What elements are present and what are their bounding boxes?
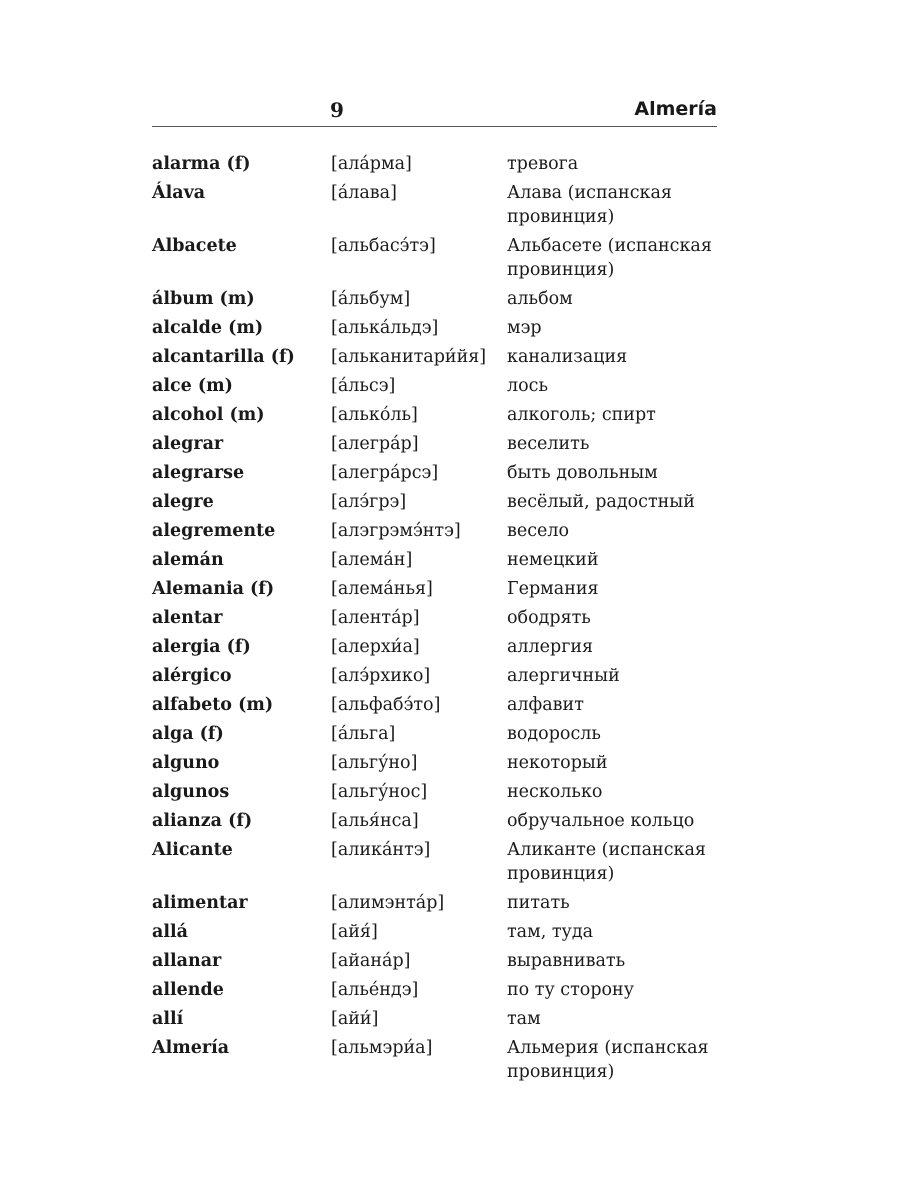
dictionary-entry — [152, 403, 752, 427]
entry-transcription: [алько́ль] — [331, 405, 418, 425]
dictionary-entry — [152, 461, 752, 485]
entry-translation: алергичный — [507, 666, 620, 686]
entry-translation: быть довольным — [507, 463, 658, 483]
dictionary-entry — [152, 635, 752, 659]
entry-translation: там, туда — [507, 922, 594, 942]
dictionary-entry — [152, 693, 752, 717]
entry-translation: обручальное кольцо — [507, 811, 695, 831]
entry-word: Almería — [152, 1038, 230, 1058]
entry-translation: Алава (испанская провинция) — [507, 183, 672, 227]
entry-transcription: [алема́н] — [331, 550, 413, 570]
dictionary-entry — [152, 234, 752, 282]
dictionary-entry — [152, 978, 752, 1002]
entry-word: alianza (f) — [152, 811, 253, 831]
entry-word: alga (f) — [152, 724, 224, 744]
entry-word: álbum (m) — [152, 289, 255, 309]
dictionary-entry — [152, 432, 752, 456]
entry-transcription: [алерхи́а] — [331, 637, 420, 657]
entry-translation: весело — [507, 521, 570, 541]
entry-translation: аллергия — [507, 637, 594, 657]
entry-translation: Аликанте (испанская провинция) — [507, 840, 706, 884]
entry-translation: алкоголь; спирт — [507, 405, 656, 425]
dictionary-entry — [152, 316, 752, 340]
dictionary-entry — [152, 664, 752, 688]
entry-word: alarma (f) — [152, 154, 251, 174]
entry-word: allanar — [152, 951, 222, 971]
entry-transcription: [альканитари́йя] — [331, 347, 487, 367]
entry-translation: альбом — [507, 289, 573, 309]
entry-translation: некоторый — [507, 753, 608, 773]
entry-transcription: [альгу́но] — [331, 753, 418, 773]
entry-translation: питать — [507, 893, 570, 913]
entry-translation: весёлый, радостный — [507, 492, 695, 512]
entry-word: alegremente — [152, 521, 276, 541]
dictionary-entry — [152, 490, 752, 514]
entry-transcription: [а́лава] — [331, 183, 397, 203]
entry-transcription: [алегра́рсэ] — [331, 463, 439, 483]
entry-word: alguno — [152, 753, 220, 773]
entry-translation: канализация — [507, 347, 628, 367]
entry-translation: водоросль — [507, 724, 601, 744]
page-header — [152, 96, 717, 127]
entry-translation: ободрять — [507, 608, 591, 628]
dictionary-entry — [152, 1036, 752, 1084]
entry-transcription: [айи́] — [331, 1009, 379, 1029]
entry-word: alcohol (m) — [152, 405, 265, 425]
entry-word: allí — [152, 1009, 184, 1029]
entry-word: alegrarse — [152, 463, 245, 483]
dictionary-entry — [152, 606, 752, 630]
running-head: Almería — [634, 98, 717, 120]
entry-translation: выравнивать — [507, 951, 626, 971]
entry-word: alce (m) — [152, 376, 233, 396]
entry-word: alcantarilla (f) — [152, 347, 295, 367]
dictionary-entries — [152, 152, 752, 1089]
entry-word: Álava — [152, 183, 206, 203]
entry-word: alfabeto (m) — [152, 695, 274, 715]
entry-word: Alemania (f) — [152, 579, 275, 599]
dictionary-entry — [152, 920, 752, 944]
entry-translation: мэр — [507, 318, 542, 338]
entry-translation: там — [507, 1009, 541, 1029]
dictionary-entry — [152, 780, 752, 804]
entry-translation: Альмерия (испанская провинция) — [507, 1038, 709, 1082]
dictionary-entry — [152, 751, 752, 775]
dictionary-entry — [152, 949, 752, 973]
entry-word: allá — [152, 922, 188, 942]
entry-translation: Германия — [507, 579, 599, 599]
entry-word: alergia (f) — [152, 637, 251, 657]
entry-transcription: [алимэнта́р] — [331, 893, 445, 913]
dictionary-entry — [152, 1007, 752, 1031]
page-number: 9 — [330, 98, 344, 122]
entry-transcription: [а́льбум] — [331, 289, 411, 309]
dictionary-entry — [152, 891, 752, 915]
entry-word: alcalde (m) — [152, 318, 264, 338]
dictionary-entry — [152, 519, 752, 543]
entry-word: alérgico — [152, 666, 232, 686]
entry-transcription: [альмэри́а] — [331, 1038, 433, 1058]
entry-word: alimentar — [152, 893, 248, 913]
dictionary-entry — [152, 577, 752, 601]
entry-transcription: [алэ́грэ] — [331, 492, 407, 512]
entry-word: allende — [152, 980, 224, 1000]
entry-transcription: [алья́нса] — [331, 811, 419, 831]
dictionary-entry — [152, 374, 752, 398]
entry-translation: алфавит — [507, 695, 584, 715]
dictionary-entry — [152, 722, 752, 746]
entry-word: Alicante — [152, 840, 233, 860]
entry-transcription: [алька́льдэ] — [331, 318, 439, 338]
dictionary-entry — [152, 838, 752, 886]
entry-transcription: [алэ́рхико] — [331, 666, 431, 686]
entry-translation: по ту сторону — [507, 980, 635, 1000]
entry-translation: несколько — [507, 782, 603, 802]
dictionary-entry — [152, 345, 752, 369]
entry-transcription: [алента́р] — [331, 608, 420, 628]
entry-word: algunos — [152, 782, 230, 802]
dictionary-entry — [152, 181, 752, 229]
dictionary-entry — [152, 287, 752, 311]
entry-translation: лось — [507, 376, 548, 396]
dictionary-entry — [152, 809, 752, 833]
entry-translation: веселить — [507, 434, 590, 454]
entry-transcription: [алема́нья] — [331, 579, 433, 599]
entry-transcription: [альбасэ́тэ] — [331, 236, 436, 256]
entry-transcription: [а́льга] — [331, 724, 396, 744]
entry-translation: Альбасете (испанская провинция) — [507, 236, 712, 280]
entry-transcription: [альгу́нос] — [331, 782, 428, 802]
entry-word: alemán — [152, 550, 224, 570]
entry-transcription: [айана́р] — [331, 951, 411, 971]
entry-word: alegrar — [152, 434, 224, 454]
entry-transcription: [алегра́р] — [331, 434, 419, 454]
entry-translation: немецкий — [507, 550, 599, 570]
dictionary-entry — [152, 152, 752, 176]
entry-transcription: [алэгрэмэ́нтэ] — [331, 521, 461, 541]
entry-transcription: [алье́ндэ] — [331, 980, 419, 1000]
entry-transcription: [а́льсэ] — [331, 376, 396, 396]
entry-transcription: [ала́рма] — [331, 154, 412, 174]
dictionary-entry — [152, 548, 752, 572]
entry-transcription: [алика́нтэ] — [331, 840, 431, 860]
entry-word: alegre — [152, 492, 214, 512]
entry-translation: тревога — [507, 154, 579, 174]
entry-transcription: [альфабэ́то] — [331, 695, 441, 715]
entry-word: Albacete — [152, 236, 237, 256]
entry-transcription: [айя́] — [331, 922, 378, 942]
entry-word: alentar — [152, 608, 223, 628]
